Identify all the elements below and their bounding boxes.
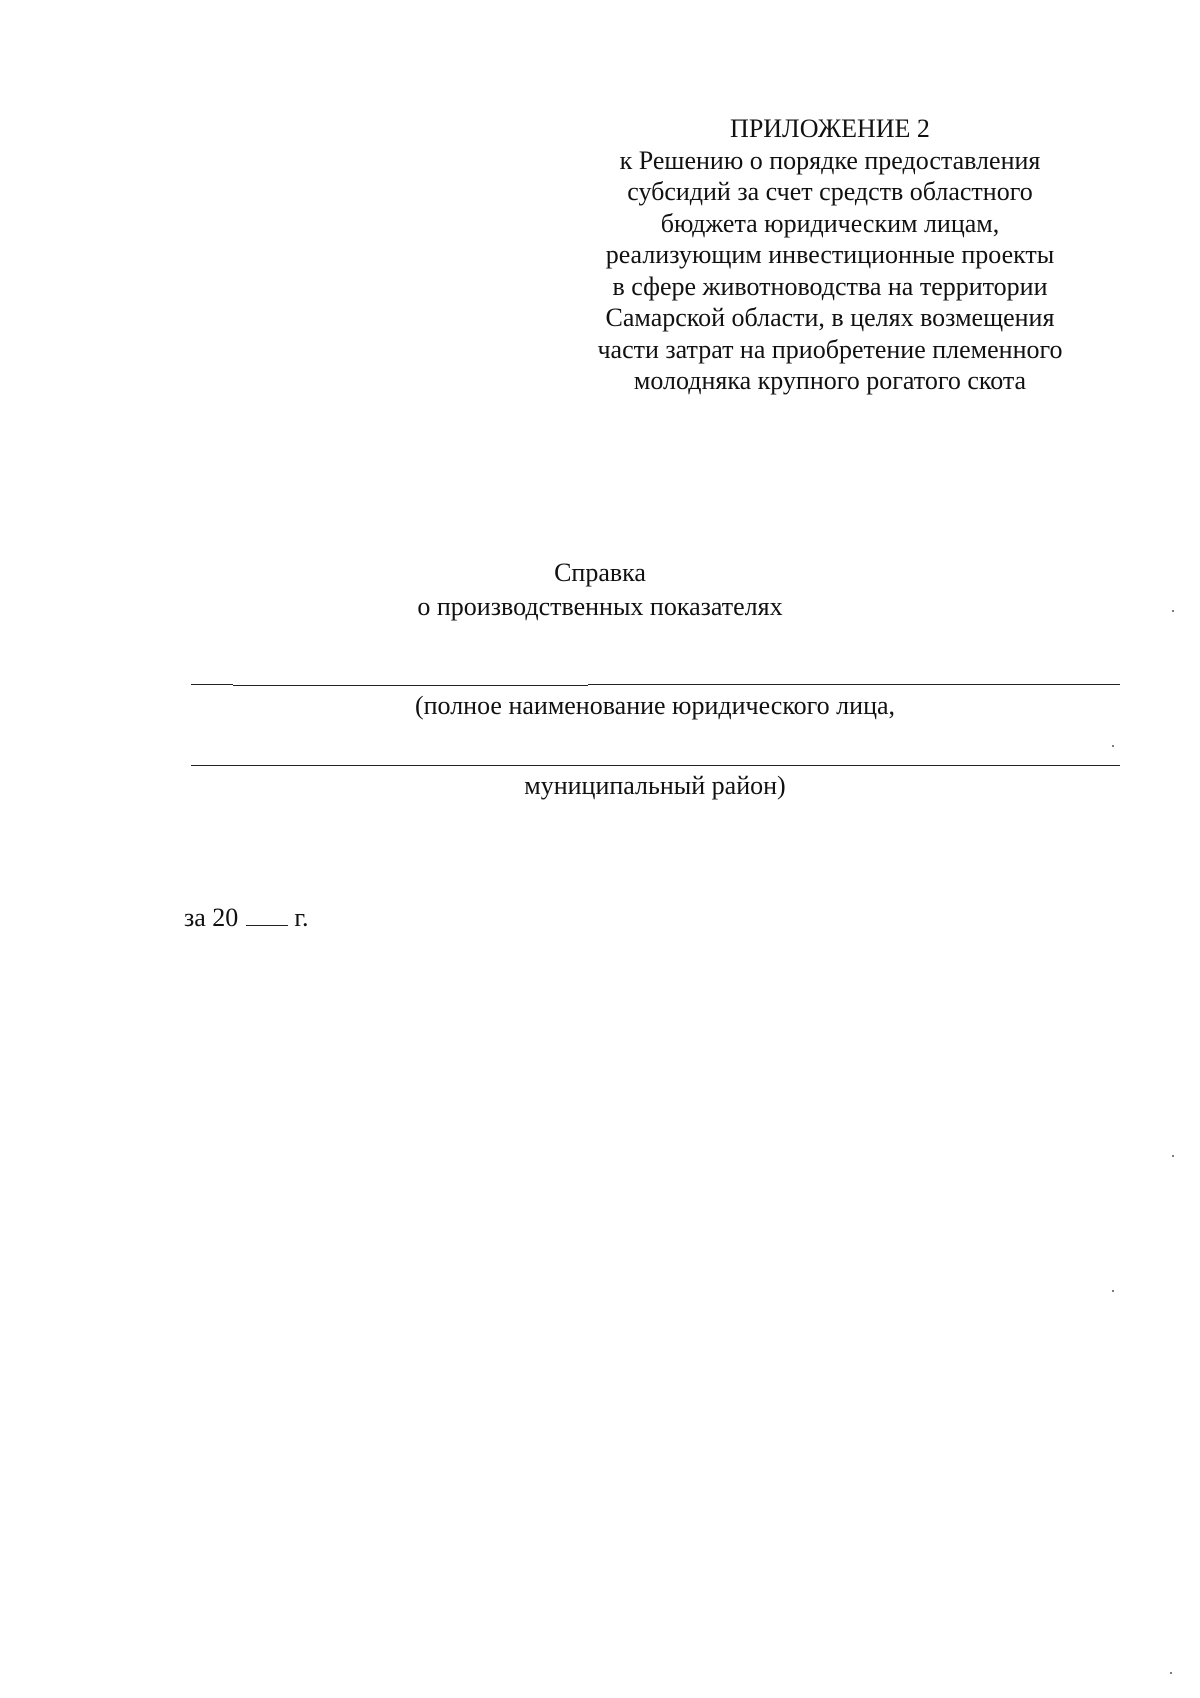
appendix-block: [560, 113, 1100, 397]
period-suffix: г.: [294, 903, 309, 932]
appendix-line: к Решению о порядке предоставления: [619, 145, 1041, 175]
appendix-line: бюджета юридическим лицам,: [660, 208, 1000, 238]
appendix-line: молодняка крупного рогатого скота: [633, 366, 1027, 395]
scan-speck: [1172, 610, 1174, 612]
entity-name-line-right: [588, 684, 1120, 685]
appendix-line: Самарской области, в целях возмещения: [605, 303, 1055, 332]
appendix-line: части затрат на приобретение племенного: [597, 334, 1063, 364]
district-line: [191, 765, 1120, 766]
entity-name-caption: (полное наименование юридического лица,: [414, 691, 896, 720]
appendix-line: субсидий за счет средств областного: [627, 177, 1033, 206]
scan-speck: [1112, 1290, 1114, 1292]
entity-name-line: [233, 685, 588, 686]
entity-name-line-left: [191, 684, 233, 685]
year-blank: [246, 903, 288, 926]
scan-speck: [1172, 1155, 1174, 1157]
period-prefix: за 20: [184, 903, 239, 932]
document-title: Справка: [554, 558, 646, 587]
scan-speck: [1112, 745, 1114, 747]
scan-speck: [1170, 1672, 1172, 1674]
appendix-line: реализующим инвестиционные проекты: [605, 240, 1055, 269]
district-caption: муниципальный район): [524, 771, 786, 800]
document-subtitle: о производственных показателях: [417, 592, 783, 621]
period-line: [184, 903, 309, 933]
appendix-title: ПРИЛОЖЕНИЕ 2: [730, 114, 930, 143]
appendix-line: в сфере животноводства на территории: [612, 271, 1048, 301]
